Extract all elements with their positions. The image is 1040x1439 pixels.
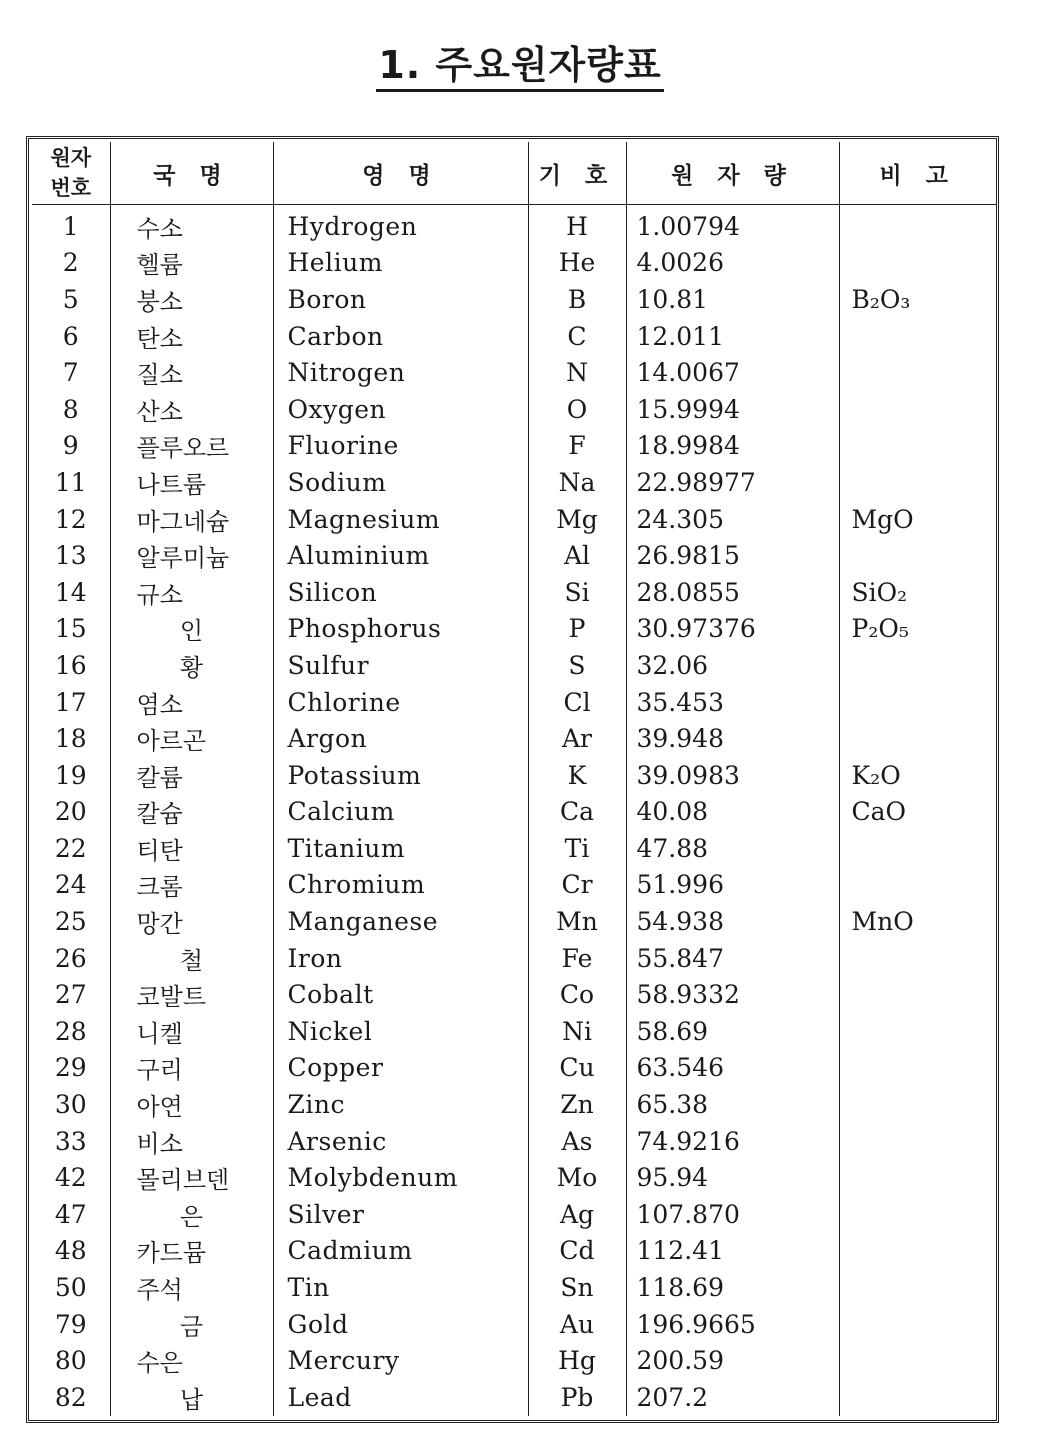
english-name-cell: Potassium	[273, 757, 528, 794]
atomic-weight-cell: 54.938	[626, 903, 839, 940]
korean-name-cell	[110, 281, 273, 318]
korean-name-text: 티탄	[136, 836, 183, 865]
korean-name-text: 플루오르	[136, 434, 230, 463]
page-title: 1. 주요원자량표	[0, 34, 1040, 89]
symbol-cell: He	[528, 245, 626, 282]
atomic-number-cell: 19	[54, 760, 87, 790]
table-row	[32, 1269, 996, 1306]
korean-name-cell	[110, 537, 273, 574]
korean-name-cell	[110, 391, 273, 428]
korean-name-text: 수소	[136, 214, 183, 243]
korean-name-text: 붕소	[136, 287, 183, 316]
english-name-cell: Nitrogen	[273, 354, 528, 391]
symbol-cell: Ar	[528, 720, 626, 757]
english-name-cell: Mercury	[273, 1342, 528, 1379]
atomic-number-cell: 33	[54, 1126, 87, 1156]
korean-name-cell	[110, 1306, 273, 1343]
atomic-number-cell: 12	[54, 504, 87, 534]
atomic-weight-cell: 95.94	[626, 1159, 839, 1196]
note-cell	[839, 537, 996, 574]
korean-name-text: 구리	[136, 1056, 183, 1085]
atomic-number-cell: 22	[54, 833, 87, 863]
atomic-weight-cell: 1.00794	[626, 205, 839, 245]
english-name-cell: Fluorine	[273, 428, 528, 465]
atomic-weight-cell: 28.0855	[626, 574, 839, 611]
symbol-cell: Ag	[528, 1196, 626, 1233]
atomic-weight-cell: 4.0026	[626, 245, 839, 282]
korean-name-cell	[110, 1013, 273, 1050]
korean-name-text: 산소	[136, 397, 183, 426]
atomic-weight-cell: 200.59	[626, 1342, 839, 1379]
symbol-cell: Ni	[528, 1013, 626, 1050]
symbol-cell: Pb	[528, 1379, 626, 1416]
atomic-weight-cell: 107.870	[626, 1196, 839, 1233]
atomic-number-cell: 28	[54, 1016, 87, 1046]
header-korean: 국 명	[110, 142, 273, 205]
note-cell	[839, 867, 996, 904]
note-cell	[839, 1342, 996, 1379]
korean-name-text: 납	[179, 1385, 204, 1414]
korean-name-text: 아르곤	[136, 727, 207, 756]
atomic-number-cell: 9	[62, 431, 79, 461]
english-name-cell: Phosphorus	[273, 611, 528, 648]
english-name-cell: Arsenic	[273, 1123, 528, 1160]
korean-name-text: 금	[179, 1312, 204, 1341]
symbol-cell: Au	[528, 1306, 626, 1343]
atomic-number-cell: 14	[54, 577, 87, 607]
korean-name-cell	[110, 245, 273, 282]
symbol-cell: Cl	[528, 684, 626, 721]
note-cell: CaO	[839, 794, 996, 831]
korean-name-cell	[110, 1086, 273, 1123]
english-name-cell: Molybdenum	[273, 1159, 528, 1196]
symbol-cell: Ti	[528, 830, 626, 867]
symbol-cell: Si	[528, 574, 626, 611]
table-row	[32, 537, 996, 574]
atomic-number-cell: 25	[54, 907, 87, 937]
atomic-weight-cell: 112.41	[626, 1233, 839, 1270]
english-name-cell: Cobalt	[273, 976, 528, 1013]
table-row	[32, 903, 996, 940]
atomic-number-cell: 8	[62, 394, 79, 424]
korean-name-text: 마그네슘	[136, 507, 230, 536]
symbol-cell: O	[528, 391, 626, 428]
table-row	[32, 1233, 996, 1270]
korean-name-text: 질소	[136, 361, 183, 390]
english-name-cell: Carbon	[273, 318, 528, 355]
korean-name-cell	[110, 830, 273, 867]
note-cell	[839, 684, 996, 721]
english-name-cell: Titanium	[273, 830, 528, 867]
korean-name-text: 코발트	[136, 983, 207, 1012]
atomic-weight-cell: 55.847	[626, 940, 839, 977]
korean-name-cell	[110, 976, 273, 1013]
atomic-weight-cell: 24.305	[626, 501, 839, 538]
atomic-weight-table-frame	[26, 136, 999, 1423]
atomic-weight-cell: 32.06	[626, 647, 839, 684]
note-cell	[839, 1086, 996, 1123]
note-cell: MnO	[839, 903, 996, 940]
english-name-cell: Zinc	[273, 1086, 528, 1123]
note-cell	[839, 647, 996, 684]
table-row	[32, 1123, 996, 1160]
atomic-weight-cell: 65.38	[626, 1086, 839, 1123]
table-row	[32, 757, 996, 794]
english-name-cell: Iron	[273, 940, 528, 977]
symbol-cell: H	[528, 205, 626, 245]
atomic-number-cell: 50	[54, 1273, 87, 1303]
table-row	[32, 354, 996, 391]
english-name-cell: Silicon	[273, 574, 528, 611]
atomic-weight-cell: 14.0067	[626, 354, 839, 391]
table-row	[32, 391, 996, 428]
korean-name-text: 탄소	[136, 324, 183, 353]
note-cell	[839, 318, 996, 355]
table-row	[32, 501, 996, 538]
atomic-number-cell: 30	[54, 1090, 87, 1120]
atomic-weight-cell: 10.81	[626, 281, 839, 318]
atomic-number-cell: 11	[54, 467, 87, 497]
symbol-cell: F	[528, 428, 626, 465]
note-cell	[839, 1013, 996, 1050]
english-name-cell: Chlorine	[273, 684, 528, 721]
table-row	[32, 647, 996, 684]
atomic-weight-cell: 39.0983	[626, 757, 839, 794]
atomic-number-cell: 80	[54, 1346, 87, 1376]
english-name-cell: Cadmium	[273, 1233, 528, 1270]
atomic-number-cell: 2	[62, 248, 79, 278]
header-english: 영 명	[273, 142, 528, 205]
atomic-number-cell: 20	[54, 797, 87, 827]
korean-name-cell	[110, 1342, 273, 1379]
note-cell	[839, 354, 996, 391]
korean-name-cell	[110, 464, 273, 501]
note-cell	[839, 1159, 996, 1196]
korean-name-cell	[110, 903, 273, 940]
atomic-number-cell: 82	[54, 1382, 87, 1412]
atomic-number-cell: 7	[62, 358, 79, 388]
english-name-cell: Manganese	[273, 903, 528, 940]
english-name-cell: Oxygen	[273, 391, 528, 428]
korean-name-cell	[110, 1233, 273, 1270]
table-row	[32, 940, 996, 977]
symbol-cell: S	[528, 647, 626, 684]
korean-name-cell	[110, 1196, 273, 1233]
note-cell	[839, 464, 996, 501]
symbol-cell: P	[528, 611, 626, 648]
korean-name-text: 몰리브덴	[136, 1166, 230, 1195]
atomic-number-cell: 5	[62, 284, 79, 314]
english-name-cell: Boron	[273, 281, 528, 318]
atomic-number-cell: 1	[62, 211, 79, 241]
table-row	[32, 1196, 996, 1233]
symbol-cell: Zn	[528, 1086, 626, 1123]
symbol-cell: Al	[528, 537, 626, 574]
note-cell	[839, 428, 996, 465]
atomic-number-cell: 79	[54, 1309, 87, 1339]
korean-name-cell	[110, 867, 273, 904]
atomic-number-cell: 18	[54, 724, 87, 754]
korean-name-text: 칼륨	[136, 763, 183, 792]
korean-name-text: 주석	[136, 1276, 183, 1305]
english-name-cell: Tin	[273, 1269, 528, 1306]
korean-name-text: 은	[179, 1202, 204, 1231]
table-row	[32, 428, 996, 465]
note-cell	[839, 1050, 996, 1087]
atomic-weight-cell: 196.9665	[626, 1306, 839, 1343]
note-cell	[839, 720, 996, 757]
korean-name-cell	[110, 1123, 273, 1160]
english-name-cell: Gold	[273, 1306, 528, 1343]
english-name-cell: Silver	[273, 1196, 528, 1233]
korean-name-text: 철	[179, 946, 204, 975]
korean-name-cell	[110, 428, 273, 465]
korean-name-text: 나트륨	[136, 470, 207, 499]
english-name-cell: Sulfur	[273, 647, 528, 684]
korean-name-text: 망간	[136, 910, 183, 939]
table-row	[32, 1086, 996, 1123]
korean-name-text: 규소	[136, 580, 183, 609]
note-cell	[839, 940, 996, 977]
table-row	[32, 1306, 996, 1343]
korean-name-cell	[110, 757, 273, 794]
english-name-cell: Hydrogen	[273, 205, 528, 245]
note-cell	[839, 245, 996, 282]
korean-name-text: 니켈	[136, 1019, 183, 1048]
table-row	[32, 1379, 996, 1416]
note-cell	[839, 391, 996, 428]
table-row	[32, 976, 996, 1013]
header-weight: 원 자 량	[626, 142, 839, 205]
korean-name-cell	[110, 794, 273, 831]
atomic-weight-cell: 18.9984	[626, 428, 839, 465]
symbol-cell: As	[528, 1123, 626, 1160]
table-row	[32, 1013, 996, 1050]
atomic-weight-cell: 26.9815	[626, 537, 839, 574]
atomic-number-cell: 24	[54, 870, 87, 900]
table-row	[32, 281, 996, 318]
english-name-cell: Helium	[273, 245, 528, 282]
korean-name-text: 비소	[136, 1129, 183, 1158]
header-note: 비 고	[839, 142, 996, 205]
note-cell: K₂O	[839, 757, 996, 794]
atomic-weight-cell: 22.98977	[626, 464, 839, 501]
symbol-cell: C	[528, 318, 626, 355]
note-cell: MgO	[839, 501, 996, 538]
symbol-cell: Cr	[528, 867, 626, 904]
symbol-cell: Hg	[528, 1342, 626, 1379]
atomic-number-cell: 48	[54, 1236, 87, 1266]
symbol-cell: Fe	[528, 940, 626, 977]
korean-name-cell	[110, 501, 273, 538]
atomic-number-cell: 15	[54, 614, 87, 644]
table-row	[32, 611, 996, 648]
atomic-weight-cell: 58.69	[626, 1013, 839, 1050]
korean-name-cell	[110, 720, 273, 757]
table-row	[32, 464, 996, 501]
note-cell	[839, 205, 996, 245]
symbol-cell: B	[528, 281, 626, 318]
atomic-weight-cell: 74.9216	[626, 1123, 839, 1160]
header-number: 원자 번호	[32, 142, 110, 205]
english-name-cell: Lead	[273, 1379, 528, 1416]
note-cell	[839, 1306, 996, 1343]
korean-name-cell	[110, 1269, 273, 1306]
atomic-number-cell: 13	[54, 541, 87, 571]
table-row	[32, 1050, 996, 1087]
korean-name-cell	[110, 354, 273, 391]
korean-name-text: 카드뮴	[136, 1239, 207, 1268]
atomic-number-cell: 16	[54, 650, 87, 680]
atomic-weight-cell: 207.2	[626, 1379, 839, 1416]
atomic-number-cell: 29	[54, 1053, 87, 1083]
english-name-cell: Copper	[273, 1050, 528, 1087]
table-row	[32, 867, 996, 904]
korean-name-cell	[110, 1050, 273, 1087]
english-name-cell: Calcium	[273, 794, 528, 831]
table-row	[32, 205, 996, 245]
atomic-weight-cell: 39.948	[626, 720, 839, 757]
atomic-weight-cell: 35.453	[626, 684, 839, 721]
english-name-cell: Chromium	[273, 867, 528, 904]
note-cell: SiO₂	[839, 574, 996, 611]
symbol-cell: Na	[528, 464, 626, 501]
atomic-number-cell: 6	[62, 321, 79, 351]
atomic-number-cell: 17	[54, 687, 87, 717]
symbol-cell: N	[528, 354, 626, 391]
atomic-weight-cell: 47.88	[626, 830, 839, 867]
english-name-cell: Argon	[273, 720, 528, 757]
table-row	[32, 574, 996, 611]
table-row	[32, 794, 996, 831]
korean-name-text: 아연	[136, 1093, 183, 1122]
korean-name-text: 황	[179, 653, 204, 682]
korean-name-text: 수은	[136, 1349, 183, 1378]
english-name-cell: Aluminium	[273, 537, 528, 574]
atomic-weight-cell: 63.546	[626, 1050, 839, 1087]
korean-name-cell	[110, 684, 273, 721]
korean-name-text: 헬륨	[136, 251, 183, 280]
header-symbol: 기 호	[528, 142, 626, 205]
atomic-weight-cell: 51.996	[626, 867, 839, 904]
symbol-cell: Mg	[528, 501, 626, 538]
note-cell	[839, 1233, 996, 1270]
atomic-weight-cell: 15.9994	[626, 391, 839, 428]
korean-name-text: 인	[179, 617, 204, 646]
korean-name-cell	[110, 574, 273, 611]
atomic-number-cell: 26	[54, 943, 87, 973]
atomic-number-cell: 47	[54, 1199, 87, 1229]
note-cell	[839, 830, 996, 867]
table-row	[32, 245, 996, 282]
english-name-cell: Magnesium	[273, 501, 528, 538]
note-cell: B₂O₃	[839, 281, 996, 318]
symbol-cell: Mo	[528, 1159, 626, 1196]
table-row	[32, 684, 996, 721]
korean-name-cell	[110, 940, 273, 977]
atomic-weight-table	[32, 142, 996, 1416]
symbol-cell: K	[528, 757, 626, 794]
english-name-cell: Sodium	[273, 464, 528, 501]
korean-name-cell	[110, 611, 273, 648]
table-row	[32, 1342, 996, 1379]
symbol-cell: Co	[528, 976, 626, 1013]
atomic-number-cell: 42	[54, 1163, 87, 1193]
symbol-cell: Sn	[528, 1269, 626, 1306]
korean-name-cell	[110, 1379, 273, 1416]
table-row	[32, 830, 996, 867]
korean-name-cell	[110, 1159, 273, 1196]
note-cell	[839, 1379, 996, 1416]
atomic-weight-cell: 30.97376	[626, 611, 839, 648]
note-cell	[839, 1196, 996, 1233]
table-row	[32, 1159, 996, 1196]
note-cell	[839, 1269, 996, 1306]
note-cell	[839, 976, 996, 1013]
atomic-number-cell: 27	[54, 980, 87, 1010]
symbol-cell: Mn	[528, 903, 626, 940]
atomic-weight-cell: 118.69	[626, 1269, 839, 1306]
atomic-weight-cell: 12.011	[626, 318, 839, 355]
korean-name-text: 칼슘	[136, 800, 183, 829]
korean-name-cell	[110, 647, 273, 684]
table-row	[32, 720, 996, 757]
note-cell: P₂O₅	[839, 611, 996, 648]
korean-name-text: 염소	[136, 690, 183, 719]
korean-name-text: 크롬	[136, 873, 183, 902]
atomic-weight-cell: 58.9332	[626, 976, 839, 1013]
table-header-row	[32, 142, 996, 205]
symbol-cell: Cu	[528, 1050, 626, 1087]
note-cell	[839, 1123, 996, 1160]
symbol-cell: Cd	[528, 1233, 626, 1270]
korean-name-cell	[110, 318, 273, 355]
korean-name-text: 알루미늄	[136, 544, 230, 573]
english-name-cell: Nickel	[273, 1013, 528, 1050]
table-row	[32, 318, 996, 355]
korean-name-cell	[110, 205, 273, 245]
atomic-weight-cell: 40.08	[626, 794, 839, 831]
symbol-cell: Ca	[528, 794, 626, 831]
